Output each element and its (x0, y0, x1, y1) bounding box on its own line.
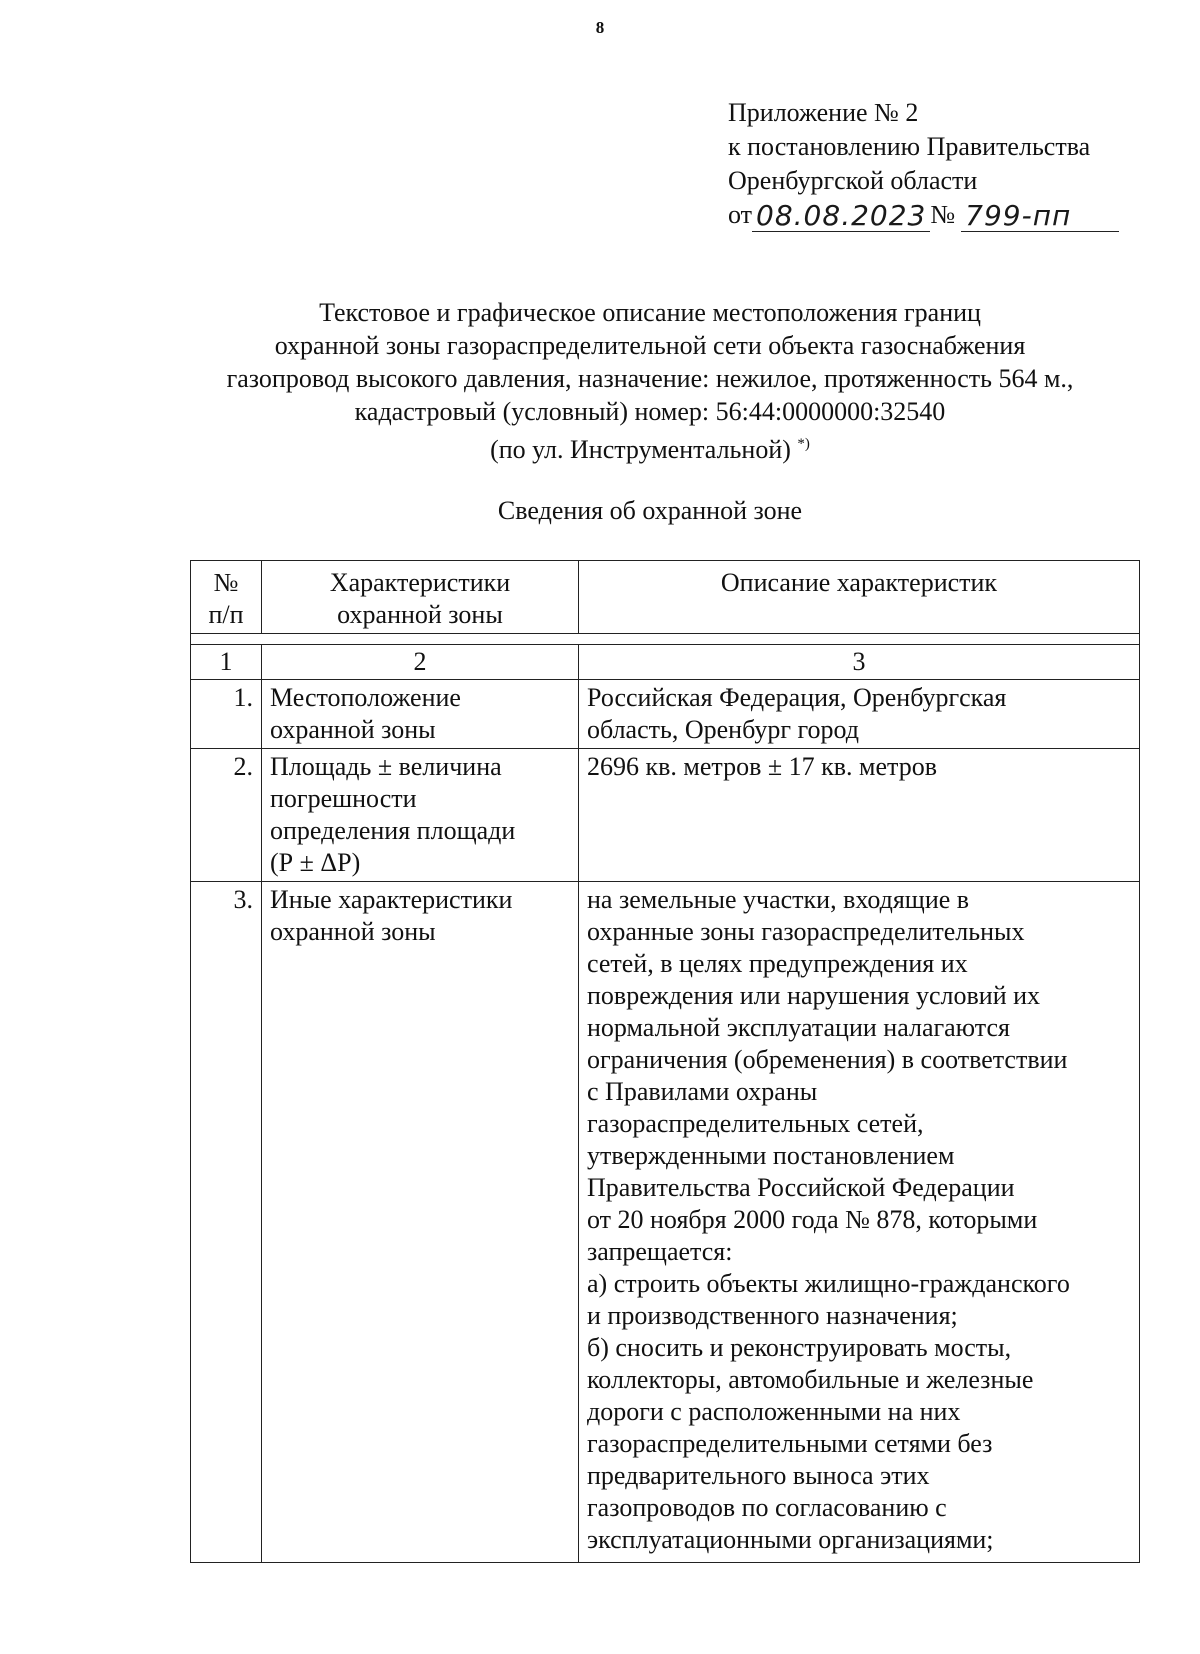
table-row (191, 749, 1140, 882)
cell-line: (Р ± ΔР) (270, 848, 361, 877)
cell-line: область, Оренбург город (587, 715, 859, 744)
cell-line: охранные зоны газораспределительных (587, 917, 1025, 946)
cell-line: на земельные участки, входящие в (587, 885, 970, 914)
title-line: газопровод высокого давления, назначение: нежилое, протяженность 564 м., (226, 364, 1074, 393)
cell-line: Местоположение (270, 683, 461, 712)
cell-line: охранной зоны (270, 917, 436, 946)
cell-line: дороги с расположенными на них (587, 1397, 961, 1426)
cell-line: от 20 ноября 2000 года № 878, которыми (587, 1205, 1038, 1234)
cell-line: определения площади (270, 816, 516, 845)
row-characteristic (262, 749, 579, 882)
title-line: кадастровый (условный) номер: 56:44:0000000:32540 (354, 397, 946, 426)
cell-line: и производственного назначения; (587, 1301, 958, 1330)
table-row (191, 680, 1140, 749)
table-row (191, 882, 1140, 1563)
row-description (579, 680, 1140, 749)
header-characteristics (262, 561, 579, 634)
cell-line: б) сносить и реконструировать мосты, (587, 1333, 1012, 1362)
date-prefix: от (728, 200, 753, 229)
appendix-line: Оренбургской области (728, 166, 978, 195)
cell-line: повреждения или нарушения условий их (587, 981, 1041, 1010)
footnote-mark: *) (797, 436, 810, 452)
cell-line: эксплуатационными организациями; (587, 1525, 994, 1554)
header-text: п/п (208, 600, 244, 629)
cell-line: нормальной эксплуатации налагаются (587, 1013, 1010, 1042)
number-sign: № (930, 200, 956, 229)
cell-line: погрешности (270, 784, 417, 813)
column-number: 1 (191, 645, 262, 680)
cell-line: охранной зоны (270, 715, 436, 744)
cell-line: газораспределительных сетей, (587, 1109, 924, 1138)
cell-line: запрещается: (587, 1237, 733, 1266)
cell-line: Российская Федерация, Оренбургская (587, 683, 1007, 712)
zone-table (190, 560, 1140, 1563)
appendix-block (728, 96, 1119, 232)
column-number: 2 (262, 645, 579, 680)
column-number-row (191, 645, 1140, 680)
header-number (191, 561, 262, 634)
page-number: 8 (595, 18, 605, 37)
cell-line: 2696 кв. метров ± 17 кв. метров (587, 752, 937, 781)
handwritten-number: 799-пп (961, 201, 1119, 232)
row-characteristic (262, 882, 579, 1563)
cell-line: газораспределительными сетями без (587, 1429, 993, 1458)
cell-line: Площадь ± величина (270, 752, 502, 781)
row-number: 2. (191, 749, 262, 882)
cell-line: газопроводов по согласованию с (587, 1493, 947, 1522)
title-line: охранной зоны газораспределительной сети объекта газоснабжения (274, 331, 1026, 360)
cell-line: коллекторы, автомобильные и железные (587, 1365, 1034, 1394)
row-description (579, 882, 1140, 1563)
appendix-line: к постановлению Правительства (728, 132, 1091, 161)
header-text: Характеристики (329, 568, 511, 597)
header-text: № (213, 568, 239, 597)
table-separator (191, 634, 1140, 645)
row-description (579, 749, 1140, 882)
appendix-line: Приложение № 2 (728, 98, 919, 127)
title-line (130, 428, 1170, 466)
title-line: Текстовое и графическое описание местоположения границ (319, 298, 981, 327)
document-title (130, 296, 1170, 466)
title-line-text: (по ул. Инструментальной) (490, 435, 791, 464)
column-number: 3 (579, 645, 1140, 680)
row-number: 1. (191, 680, 262, 749)
appendix-date-number-line (728, 198, 1119, 232)
cell-line: предварительного выноса этих (587, 1461, 930, 1490)
cell-line: утвержденными постановлением (587, 1141, 955, 1170)
header-text: охранной зоны (337, 600, 503, 629)
cell-line: Правительства Российской Федерации (587, 1173, 1015, 1202)
row-number: 3. (191, 882, 262, 1563)
cell-line: а) строить объекты жилищно-гражданского (587, 1269, 1070, 1298)
cell-line: с Правилами охраны (587, 1077, 818, 1106)
row-characteristic (262, 680, 579, 749)
cell-line: Иные характеристики (270, 885, 513, 914)
cell-line: ограничения (обременения) в соответствии (587, 1045, 1068, 1074)
header-text: Описание характеристик (720, 568, 998, 597)
section-title: Сведения об охранной зоне (497, 496, 803, 525)
cell-line: сетей, в целях предупреждения их (587, 949, 968, 978)
table-header-row (191, 561, 1140, 634)
handwritten-date: 08.08.2023 (752, 201, 930, 232)
header-description (579, 561, 1140, 634)
